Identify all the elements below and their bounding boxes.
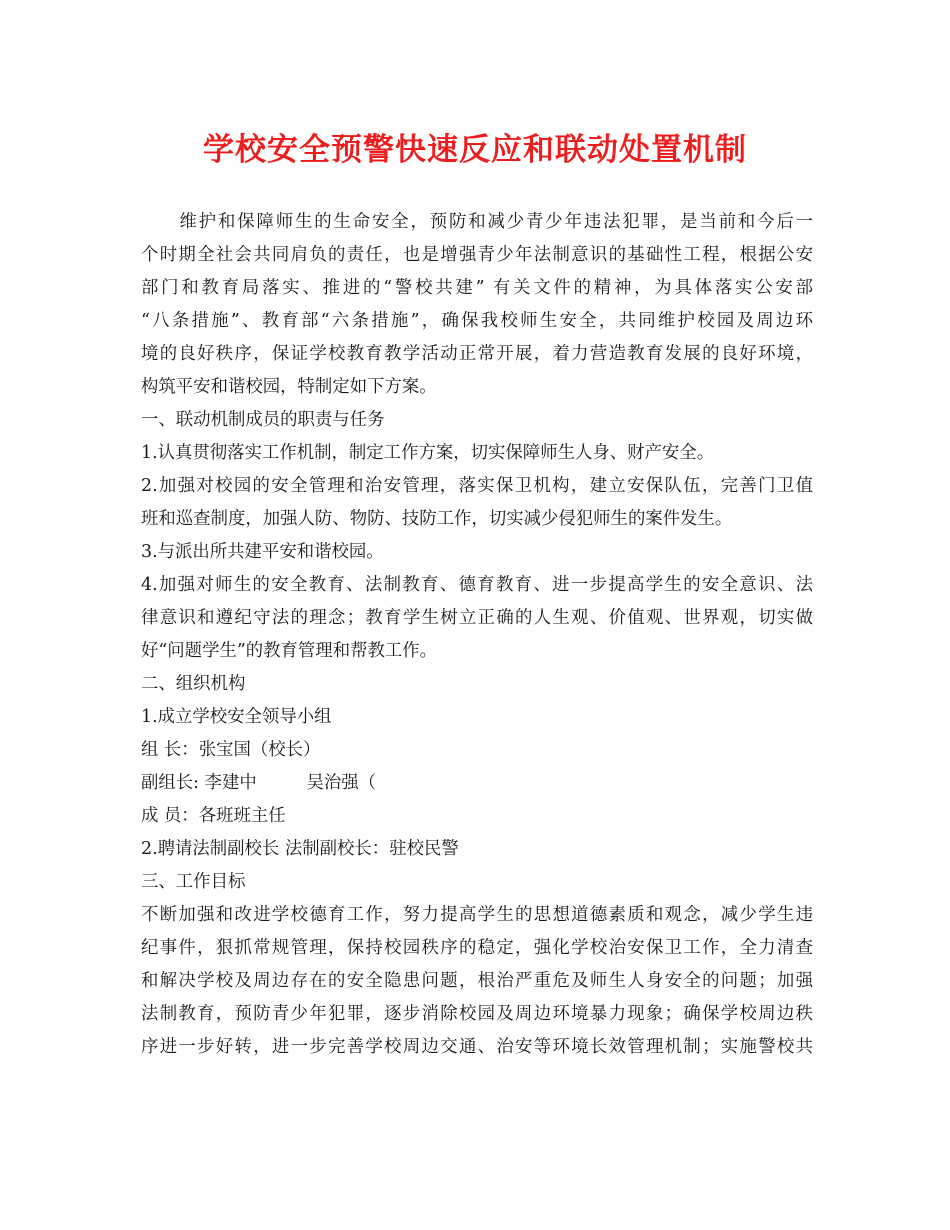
member-line: 副组长: 李建中 吴治强（ xyxy=(141,773,377,793)
list-item: 1.认真贯彻落实工作机制，制定工作方案，切实保障师生人身、财产安全。 xyxy=(141,443,715,463)
section-heading: 二、组织机构 xyxy=(141,674,246,694)
paragraph-line: 维护和保障师生的生命安全，预防和减少青少年违法犯罪，是当前和今后一 xyxy=(141,212,813,232)
paragraph-line: 序进一步好转，进一步完善学校周边交通、治安等环境长效管理机制；实施警校共 xyxy=(141,1037,813,1057)
paragraph-line: 个时期全社会共同肩负的责任，也是增强青少年法制意识的基础性工程，根据公安 xyxy=(141,245,813,265)
section-heading: 一、联动机制成员的职责与任务 xyxy=(141,410,385,430)
paragraph-line: 部门和教育局落实、推进的“警校共建” 有关文件的精神，为具体落实公安部 xyxy=(141,278,813,298)
paragraph-line: 不断加强和改进学校德育工作，努力提高学生的思想道德素质和观念，减少学生违 xyxy=(141,905,813,925)
list-item-continuation: 班和巡查制度，加强人防、物防、技防工作，切实减少侵犯师生的案件发生。 xyxy=(141,509,733,529)
list-item-continuation: 好“问题学生”的教育管理和帮教工作。 xyxy=(141,641,438,661)
list-item: 1.成立学校安全领导小组 xyxy=(141,707,332,727)
document-title: 学校安全预警快速反应和联动处置机制 xyxy=(203,132,747,168)
list-item: 2.加强对校园的安全管理和治安管理，落实保卫机构，建立安保队伍，完善门卫值 xyxy=(141,476,813,496)
paragraph-line: 境的良好秩序，保证学校教育教学活动正常开展，着力营造教育发展的良好环境， xyxy=(141,344,813,364)
paragraph-line: 纪事件，狠抓常规管理，保持校园秩序的稳定，强化学校治安保卫工作，全力清查 xyxy=(141,938,813,958)
list-item: 4.加强对师生的安全教育、法制教育、德育教育、进一步提高学生的安全意识、法 xyxy=(141,575,813,595)
list-item-continuation: 律意识和遵纪守法的理念；教育学生树立正确的人生观、价值观、世界观，切实做 xyxy=(141,608,813,628)
paragraph-line: 构筑平安和谐校园，特制定如下方案。 xyxy=(141,377,437,397)
section-heading: 三、工作目标 xyxy=(141,872,246,892)
member-line: 成 员：各班班主任 xyxy=(141,806,286,826)
paragraph-line: 法制教育，预防青少年犯罪，逐步消除校园及周边环境暴力现象；确保学校周边秩 xyxy=(141,1004,813,1024)
paragraph-line: 和解决学校及周边存在的安全隐患问题，根治严重危及师生人身安全的问题；加强 xyxy=(141,971,813,991)
list-item: 2.聘请法制副校长 法制副校长：驻校民警 xyxy=(141,839,459,859)
paragraph-line: “八条措施”、教育部“六条措施”，确保我校师生安全，共同维护校园及周边环 xyxy=(141,311,813,331)
list-item: 3.与派出所共建平安和谐校园。 xyxy=(141,542,384,562)
member-line: 组 长：张宝国（校长） xyxy=(141,740,321,760)
